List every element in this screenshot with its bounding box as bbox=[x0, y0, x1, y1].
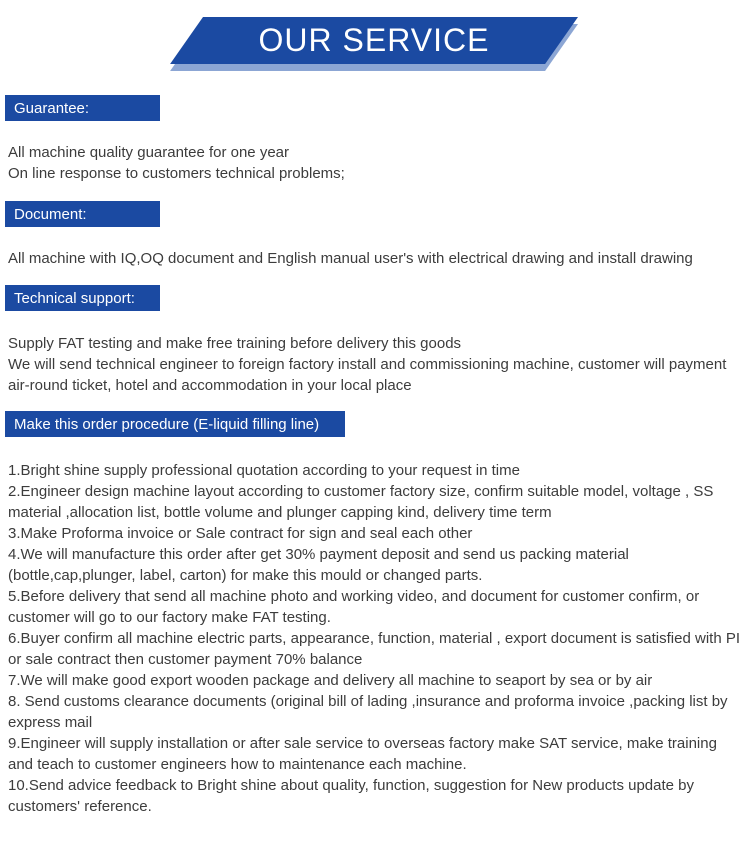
section-header-technical-support bbox=[5, 285, 160, 311]
text-line: All machine quality guarantee for one year bbox=[8, 144, 290, 161]
procedure-item: 1.Bright shine supply professional quotation according to your request in time bbox=[8, 462, 520, 479]
procedure-item: 10.Send advice feedback to Bright shine about quality, function, suggestion for New products update by customers' reference. bbox=[8, 777, 694, 815]
our-service-banner bbox=[0, 0, 750, 71]
section-header-document bbox=[5, 201, 160, 227]
procedure-item: 8. Send customs clearance documents (original bill of lading ,insurance and proforma invoice ,packing list by express mail bbox=[8, 693, 728, 731]
document-text bbox=[8, 248, 744, 269]
section-title: Document: bbox=[14, 205, 87, 223]
procedure-item: 7.We will make good export wooden package and delivery all machine to seaport by sea or by air bbox=[8, 672, 653, 689]
section-title: Guarantee: bbox=[14, 99, 90, 117]
section-header-order-procedure bbox=[5, 411, 345, 437]
section-header-guarantee bbox=[5, 95, 160, 121]
technical-support-text bbox=[8, 333, 744, 396]
text-line: On line response to customers technical problems; bbox=[8, 165, 345, 182]
section-title: Technical support: bbox=[14, 289, 135, 307]
banner-parallelogram bbox=[170, 17, 578, 64]
order-procedure-list bbox=[8, 460, 744, 817]
procedure-item: 6.Buyer confirm all machine electric parts, appearance, function, material , export document is satisfied with PI or sale contract then customer payment 70% balance bbox=[8, 630, 741, 668]
procedure-item: 4.We will manufacture this order after get 30% payment deposit and send us packing material (bottle,cap,plunger, label, carton) for make this mould or changed parts. bbox=[8, 546, 629, 584]
text-line: We will send technical engineer to foreign factory install and commissioning machine, customer will payment air-round ticket, hotel and accommodation in your local place bbox=[8, 356, 727, 394]
procedure-item: 9.Engineer will supply installation or after sale service to overseas factory make SAT service, make training and teach to customer engineers how to maintenance each machine. bbox=[8, 735, 717, 773]
procedure-item: 3.Make Proforma invoice or Sale contract for sign and seal each other bbox=[8, 525, 473, 542]
banner-title: OUR SERVICE bbox=[258, 22, 490, 58]
section-title: Make this order procedure (E-liquid filling line) bbox=[14, 415, 320, 433]
procedure-item: 5.Before delivery that send all machine photo and working video, and document for customer confirm, or customer will go to our factory make FAT testing. bbox=[8, 588, 700, 626]
text-line: Supply FAT testing and make free training before delivery this goods bbox=[8, 335, 462, 352]
guarantee-text bbox=[8, 142, 744, 184]
text-line: All machine with IQ,OQ document and English manual user's with electrical drawing and install drawing bbox=[8, 250, 693, 267]
procedure-item: 2.Engineer design machine layout according to customer factory size, confirm suitable model, voltage , SS material ,allocation list, bottle volume and plunger capping kind, delivery time term bbox=[8, 483, 714, 521]
